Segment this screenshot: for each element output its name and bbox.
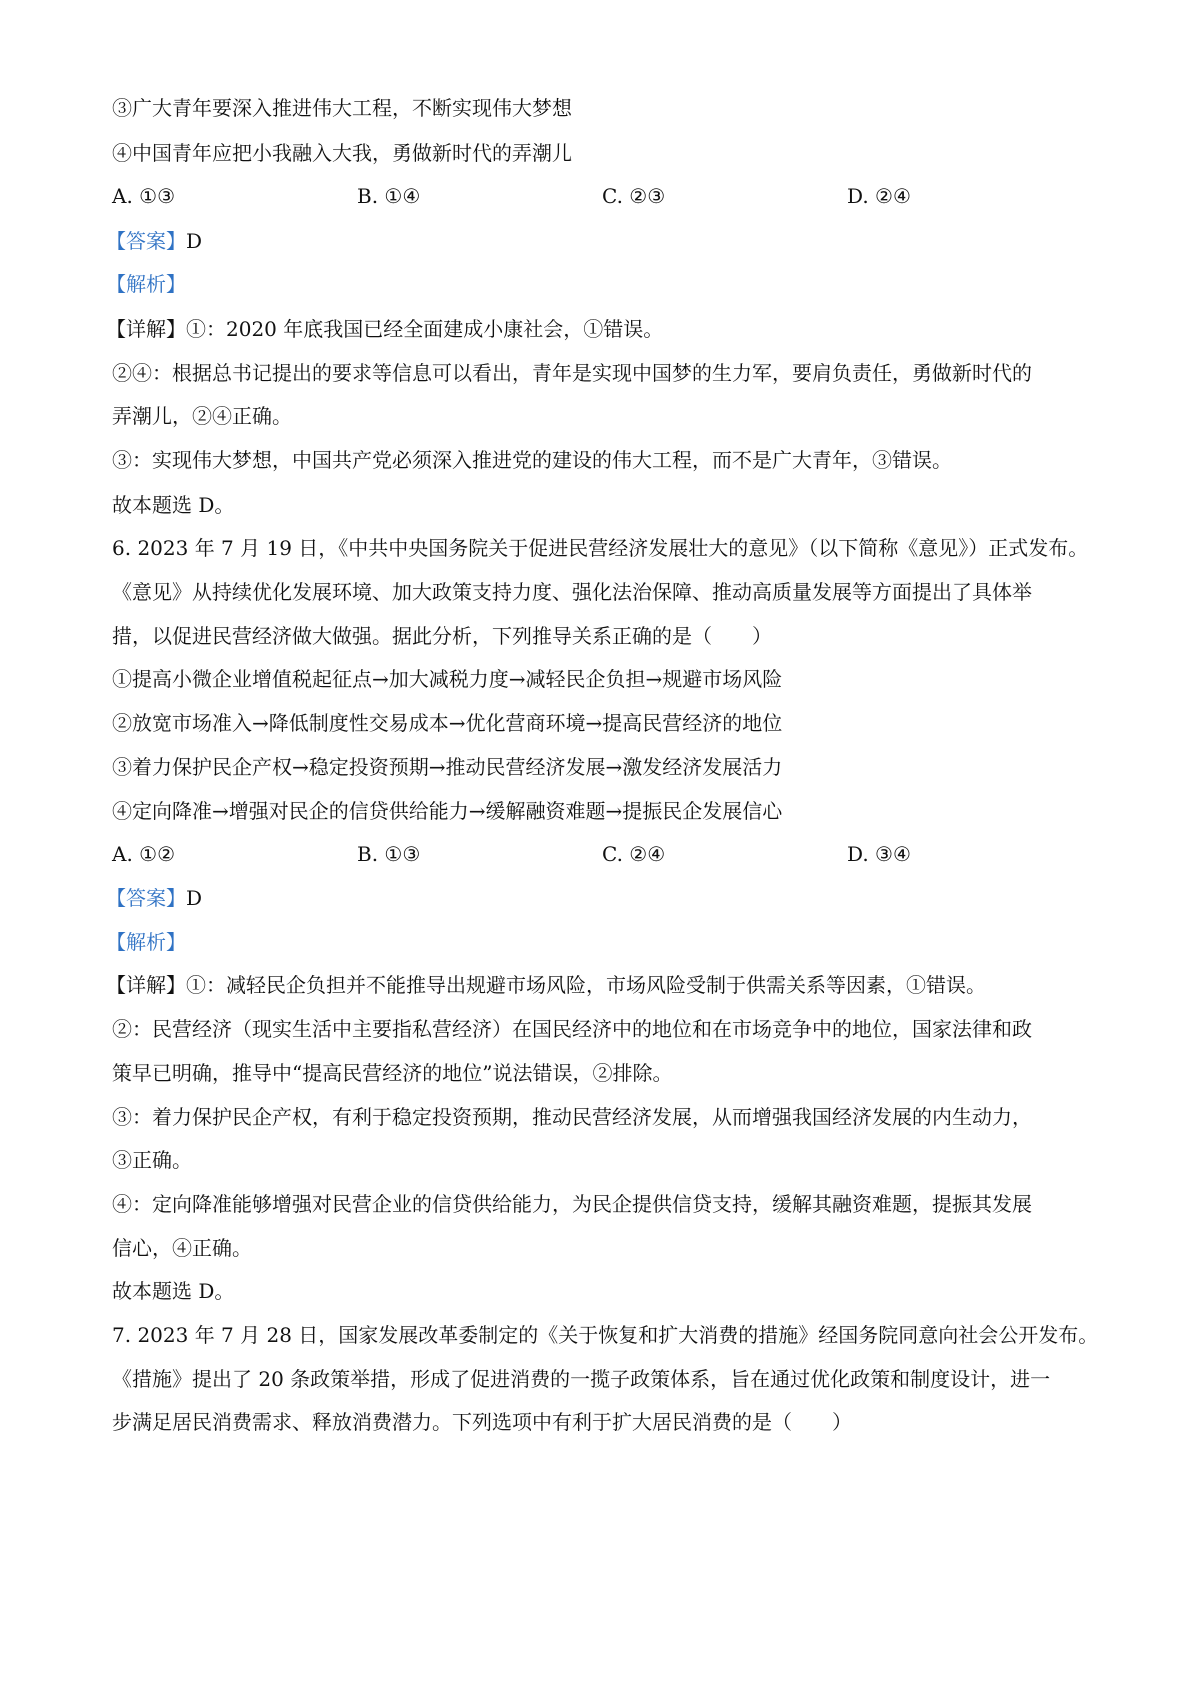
detail-tag: 【详解】 xyxy=(106,973,186,997)
q6-stem-3: 措，以促进民营经济做大做强。据此分析，下列推导关系正确的是（ ） xyxy=(112,624,772,648)
detail-tag: 【详解】 xyxy=(106,317,186,341)
q6-detail-4a: ④：定向降准能够增强对民营企业的信贷供给能力，为民企提供信贷支持，缓解其融资难题，提振其发展 xyxy=(112,1192,1032,1216)
answer-tag: 【答案】 xyxy=(106,229,186,253)
q5-statement-3: ③广大青年要深入推进伟大工程，不断实现伟大梦想 xyxy=(112,96,572,120)
q5-option-a: A. ①③ xyxy=(112,184,176,208)
q6-option-d: D. ③④ xyxy=(847,842,911,866)
q5-option-b: B. ①④ xyxy=(357,184,421,208)
q6-analysis-heading xyxy=(106,929,1096,955)
answer-value: D xyxy=(186,886,203,910)
q6-answer xyxy=(106,885,1096,911)
q6-statement-3: ③着力保护民企产权→稳定投资预期→推动民营经济发展→激发经济发展活力 xyxy=(112,755,783,779)
q6-statement-1: ①提高小微企业增值税起征点→加大减税力度→减轻民企负担→规避市场风险 xyxy=(112,667,783,691)
q5-conclusion: 故本题选 D。 xyxy=(112,493,235,517)
q5-statement-4: ④中国青年应把小我融入大我，勇做新时代的弄潮儿 xyxy=(112,141,572,165)
q7-stem-3: 步满足居民消费需求、释放消费潜力。下列选项中有利于扩大居民消费的是（ ） xyxy=(112,1410,852,1434)
q6-detail-1 xyxy=(106,972,1096,998)
detail-text: ①：2020 年底我国已经全面建成小康社会，①错误。 xyxy=(186,317,664,341)
q5-detail-2a: ②④：根据总书记提出的要求等信息可以看出，青年是实现中国梦的生力军，要肩负责任，勇做新时代的 xyxy=(112,361,1032,385)
q6-detail-4b: 信心，④正确。 xyxy=(112,1236,252,1260)
q6-detail-2b: 策早已明确，推导中“提高民营经济的地位”说法错误，②排除。 xyxy=(112,1061,673,1085)
q5-analysis-heading xyxy=(106,271,1096,297)
answer-value: D xyxy=(186,229,203,253)
q6-option-a: A. ①② xyxy=(112,842,176,866)
q6-detail-2a: ②：民营经济（现实生活中主要指私营经济）在国民经济中的地位和在市场竞争中的地位，国家法律和政 xyxy=(112,1017,1032,1041)
q5-detail-2b: 弄潮儿，②④正确。 xyxy=(112,404,292,428)
q6-statement-4: ④定向降准→增强对民企的信贷供给能力→缓解融资难题→提振民企发展信心 xyxy=(112,799,783,823)
q5-answer xyxy=(106,228,1096,254)
q5-option-c: C. ②③ xyxy=(602,184,666,208)
q6-detail-3a: ③：着力保护民企产权，有利于稳定投资预期，推动民营经济发展，从而增强我国经济发展的内生动力， xyxy=(112,1105,1032,1129)
q5-detail-1 xyxy=(106,316,1096,342)
q5-option-d: D. ②④ xyxy=(847,184,911,208)
q6-conclusion: 故本题选 D。 xyxy=(112,1279,235,1303)
answer-tag: 【答案】 xyxy=(106,886,186,910)
q6-stem-1: 6. 2023 年 7 月 19 日，《中共中央国务院关于促进民营经济发展壮大的意见》（以下简称《意见》）正式发布。 xyxy=(112,536,1089,560)
q7-stem-1: 7. 2023 年 7 月 28 日，国家发展改革委制定的《关于恢复和扩大消费的措施》经国务院同意向社会公开发布。 xyxy=(112,1323,1099,1347)
q7-stem-2: 《措施》提出了 20 条政策举措，形成了促进消费的一揽子政策体系，旨在通过优化政策和制度设计，进一 xyxy=(112,1367,1051,1391)
analysis-tag: 【解析】 xyxy=(106,272,186,296)
q5-detail-3: ③：实现伟大梦想，中国共产党必须深入推进党的建设的伟大工程，而不是广大青年，③错误。 xyxy=(112,448,952,472)
q6-statement-2: ②放宽市场准入→降低制度性交易成本→优化营商环境→提高民营经济的地位 xyxy=(112,711,783,735)
detail-text: ①：减轻民企负担并不能推导出规避市场风险，市场风险受制于供需关系等因素，①错误。 xyxy=(186,973,986,997)
q6-detail-3b: ③正确。 xyxy=(112,1148,192,1172)
q6-stem-2: 《意见》从持续优化发展环境、加大政策支持力度、强化法治保障、推动高质量发展等方面提出了具体举 xyxy=(112,580,1032,604)
q6-option-c: C. ②④ xyxy=(602,842,666,866)
q6-option-b: B. ①③ xyxy=(357,842,421,866)
analysis-tag: 【解析】 xyxy=(106,930,186,954)
